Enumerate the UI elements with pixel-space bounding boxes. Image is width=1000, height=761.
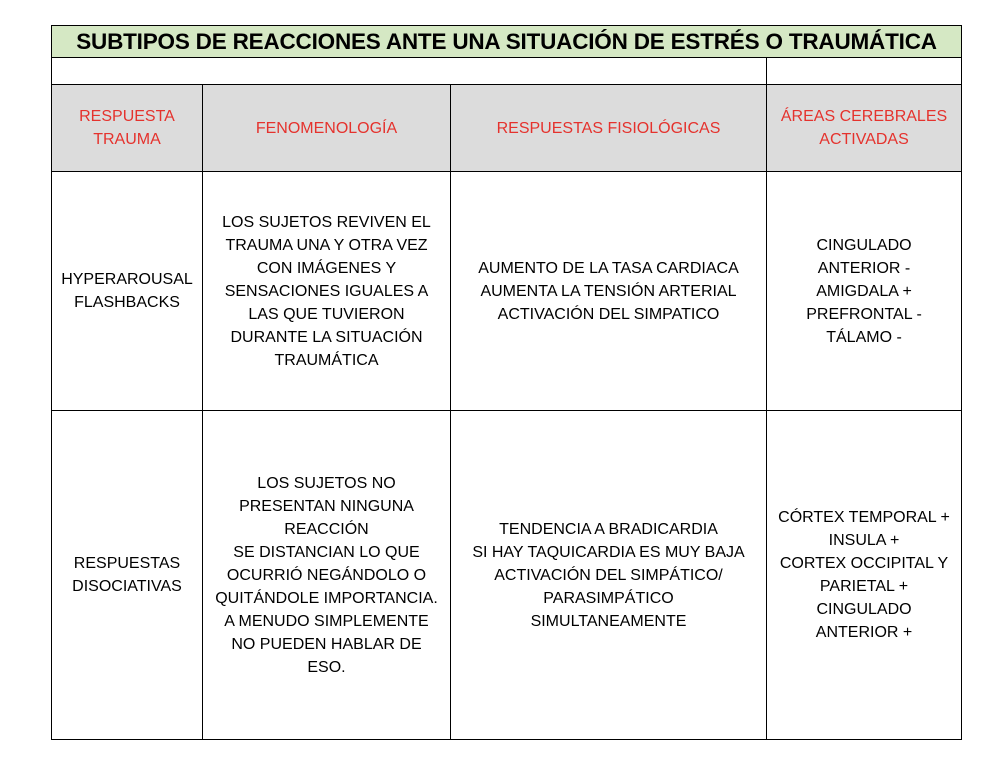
trauma-reactions-table-wrapper xyxy=(51,25,961,740)
cell-areas: CINGULADO ANTERIOR - AMIGDALA + PREFRONTAL - TÁLAMO - xyxy=(767,172,962,411)
header-areas-cerebrales: ÁREAS CEREBRALES ACTIVADAS xyxy=(767,85,962,172)
cell-fenomenologia: LOS SUJETOS REVIVEN EL TRAUMA UNA Y OTRA VEZ CON IMÁGENES Y SENSACIONES IGUALES A LAS QUE TUVIERON DURANTE LA SITUACIÓN TRAUMÁTICA xyxy=(203,172,451,411)
cell-fisiologicas: TENDENCIA A BRADICARDIA SI HAY TAQUICARDIA ES MUY BAJA ACTIVACIÓN DEL SIMPÁTICO/ PARASIMPÁTICO SIMULTANEAMENTE xyxy=(451,411,767,740)
cell-fenomenologia: LOS SUJETOS NO PRESENTAN NINGUNA REACCIÓN SE DISTANCIAN LO QUE OCURRIÓ NEGÁNDOLO O QUITÁNDOLE IMPORTANCIA. A MENUDO SIMPLEMENTE NO PUEDEN HABLAR DE ESO. xyxy=(203,411,451,740)
cell-respuesta: HYPERAROUSAL FLASHBACKS xyxy=(52,172,203,411)
table-row xyxy=(52,172,962,411)
header-row xyxy=(52,85,962,172)
table-title: SUBTIPOS DE REACCIONES ANTE UNA SITUACIÓN DE ESTRÉS O TRAUMÁTICA xyxy=(52,26,962,58)
spacer-cell xyxy=(767,58,962,85)
cell-fisiologicas: AUMENTO DE LA TASA CARDIACA AUMENTA LA TENSIÓN ARTERIAL ACTIVACIÓN DEL SIMPATICO xyxy=(451,172,767,411)
header-respuesta-trauma: RESPUESTA TRAUMA xyxy=(52,85,203,172)
header-respuestas-fisiologicas: RESPUESTAS FISIOLÓGICAS xyxy=(451,85,767,172)
spacer-cell xyxy=(52,58,767,85)
table-row xyxy=(52,411,962,740)
cell-respuesta: RESPUESTAS DISOCIATIVAS xyxy=(52,411,203,740)
title-row xyxy=(52,26,962,58)
cell-areas: CÓRTEX TEMPORAL + INSULA + CORTEX OCCIPITAL Y PARIETAL + CINGULADO ANTERIOR + xyxy=(767,411,962,740)
trauma-reactions-table xyxy=(51,25,962,740)
header-fenomenologia: FENOMENOLOGÍA xyxy=(203,85,451,172)
spacer-row xyxy=(52,58,962,85)
